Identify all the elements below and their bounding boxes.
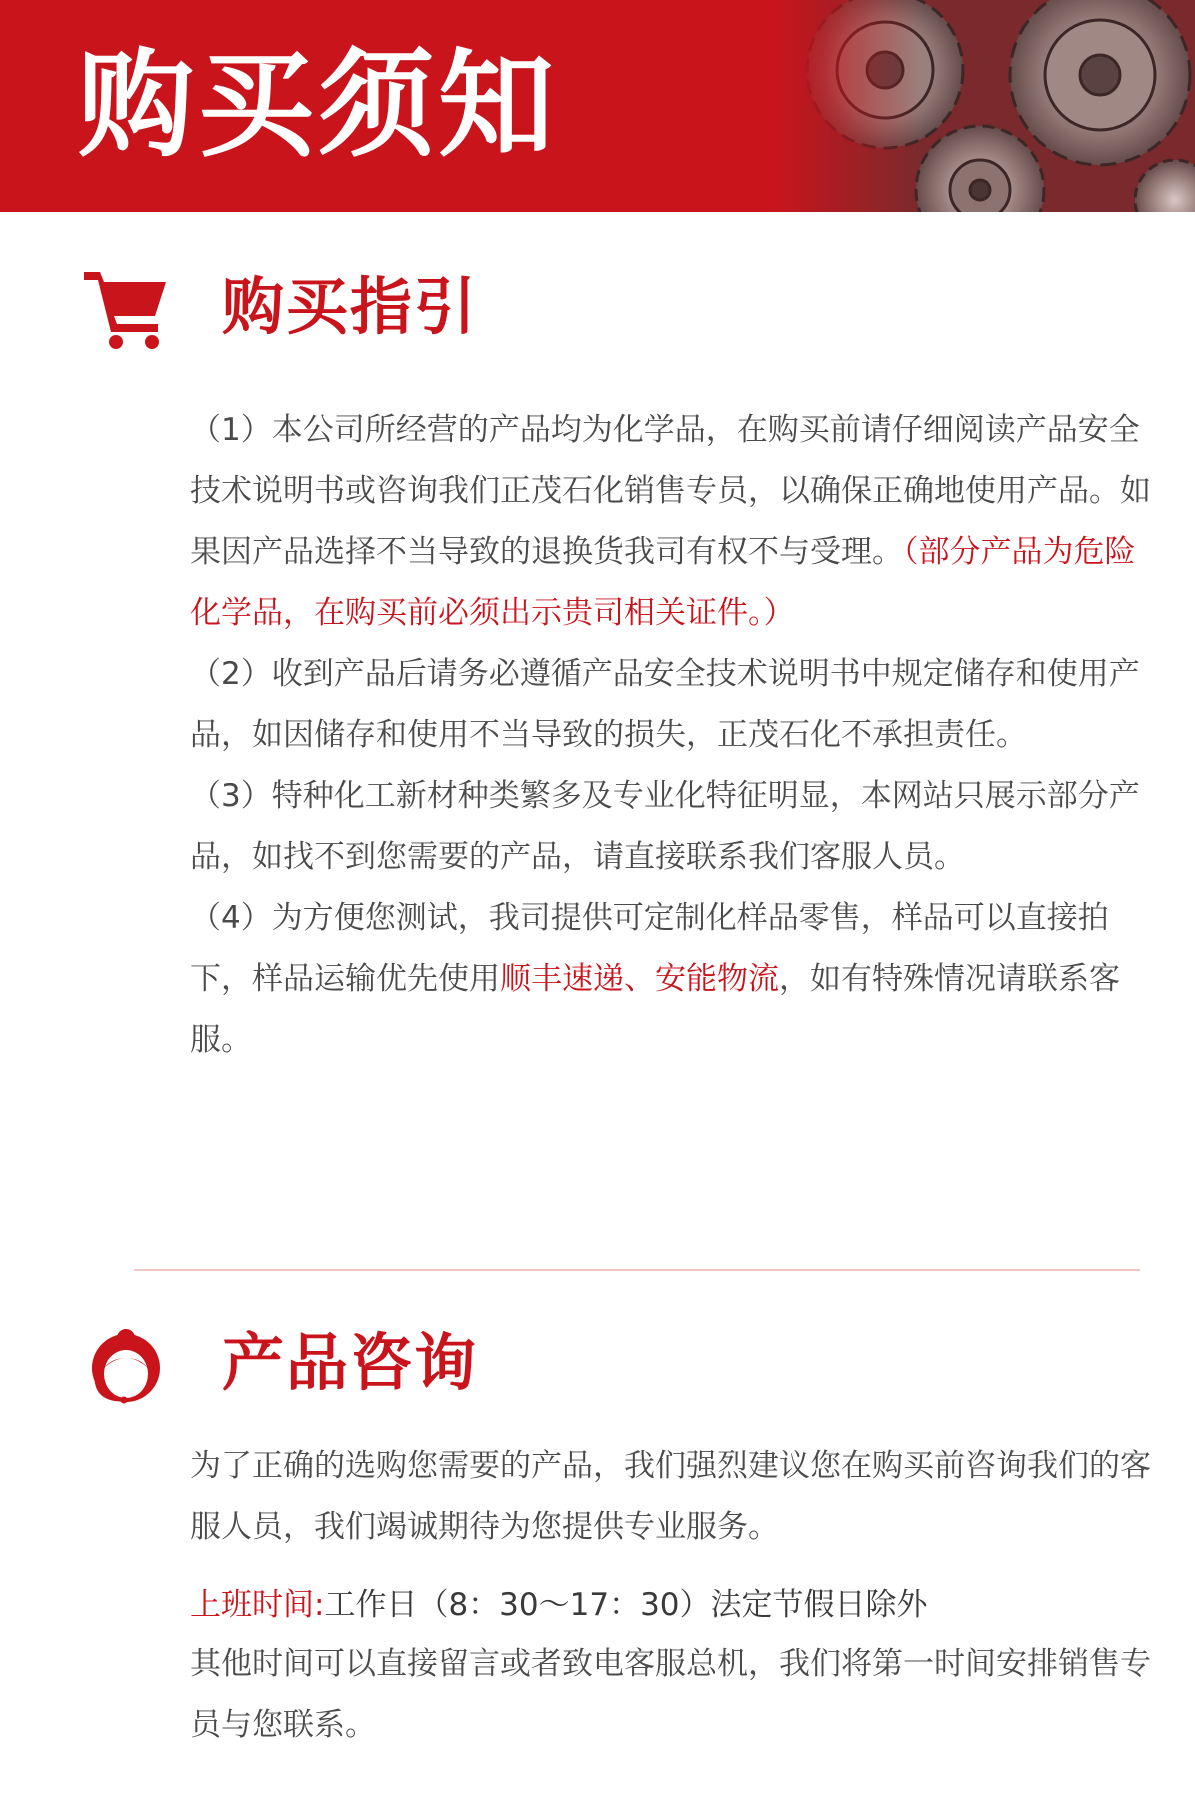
guide-section-header bbox=[0, 262, 1195, 352]
consult-title: 产品咨询 bbox=[222, 1326, 479, 1399]
page-title: 购买须知 bbox=[78, 38, 558, 173]
guide-item-2: （2）收到产品后请务必遵循产品安全技术说明书中规定储存和使用产品，如因储存和使用不当导致的损失，正茂石化不承担责任。 bbox=[190, 656, 1140, 753]
header-banner bbox=[0, 0, 1195, 212]
guide-item-1: （1）本公司所经营的产品均为化学品，在购买前请仔细阅读产品安全技术说明书或咨询我们正茂石化销售专员，以确保正确地使用产品。如果因产品选择不当导致的退换货我司有权不与受理。（部分产品为危险化学品，在购买前必须出示贵司相关证件。） bbox=[190, 412, 1151, 631]
shipping-carriers: 顺丰速递、安能物流 bbox=[500, 961, 779, 997]
consult-intro: 为了正确的选购您需要的产品，我们强烈建议您在购买前咨询我们的客服人员，我们竭诚期待为您提供专业服务。 bbox=[190, 1448, 1151, 1545]
guide-content bbox=[190, 400, 1155, 1071]
work-hours bbox=[190, 1576, 1155, 1634]
customer-service-icon bbox=[84, 1324, 168, 1408]
shopping-cart-icon bbox=[84, 266, 168, 350]
guide-item-4: （4）为方便您测试，我司提供可定制化样品零售，样品可以直接拍下，样品运输优先使用顺丰速递、安能物流，如有特殊情况请联系客服。 bbox=[190, 900, 1120, 1058]
work-hours-label: 上班时间: bbox=[190, 1587, 325, 1623]
consult-content bbox=[190, 1436, 1155, 1756]
work-hours-value: 工作日（8：30～17：30）法定节假日除外 bbox=[324, 1587, 928, 1623]
guide-title: 购买指引 bbox=[222, 270, 479, 343]
consult-other: 其他时间可以直接留言或者致电客服总机，我们将第一时间安排销售专员与您联系。 bbox=[190, 1646, 1151, 1743]
guide-item-3: （3）特种化工新材种类繁多及专业化特征明显，本网站只展示部分产品，如找不到您需要的产品，请直接联系我们客服人员。 bbox=[190, 778, 1140, 875]
gears-decoration bbox=[775, 0, 1195, 212]
section-divider bbox=[134, 1269, 1140, 1271]
guide-item-1-warning: （部分产品为危险化学品，在购买前必须出示贵司相关证件。） bbox=[190, 534, 1136, 631]
consult-section-header bbox=[0, 1318, 1195, 1408]
